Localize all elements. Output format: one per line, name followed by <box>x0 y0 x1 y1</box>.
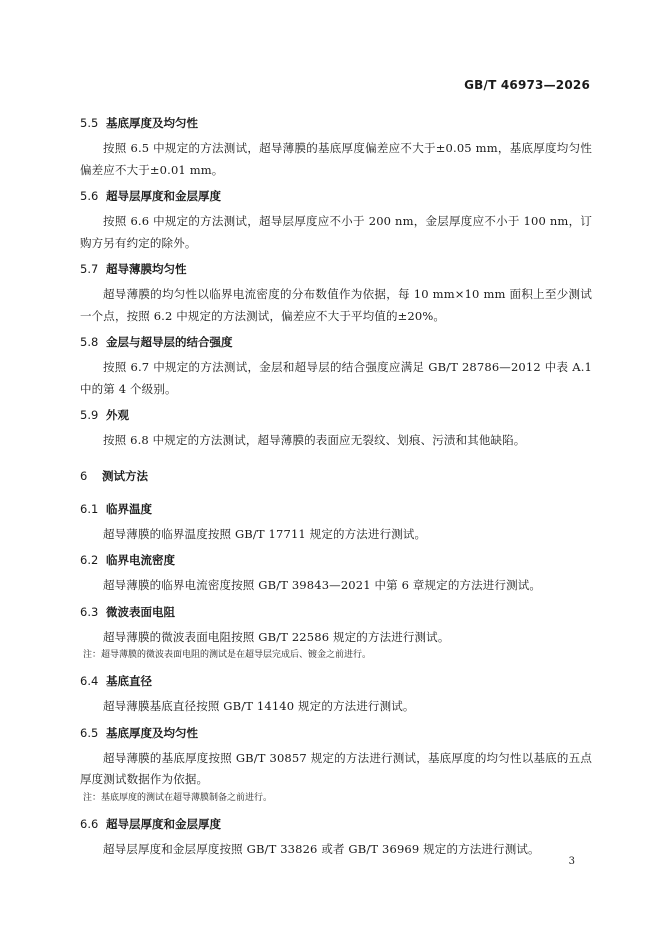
clause-heading <box>80 551 592 569</box>
clause-paragraph: 超导薄膜的临界温度按照 GB/T 17711 规定的方法进行测试。 <box>103 526 427 541</box>
clause-number: 5.9 <box>80 408 99 422</box>
clause-heading <box>80 333 592 351</box>
clause-title: 超导薄膜均匀性 <box>106 262 187 276</box>
clause-number: 5.8 <box>80 335 99 349</box>
clause-title: 临界温度 <box>106 501 152 516</box>
document-body <box>80 114 592 860</box>
clause-heading <box>80 500 592 518</box>
clause-heading <box>80 603 592 621</box>
clause-paragraph: 超导薄膜基底直径按照 GB/T 14140 规定的方法进行测试。 <box>103 699 415 713</box>
clause-paragraph: 超导薄膜的临界电流密度按照 GB/T 39843—2021 中第 6 章规定的方法进行测试。 <box>103 578 542 592</box>
clause-title: 超导层厚度和金层厚度 <box>106 189 221 203</box>
clause-title: 基底厚度及均匀性 <box>106 116 198 130</box>
clause-number: 5.5 <box>80 116 99 130</box>
clause-paragraph: 按照 6.6 中规定的方法测试，超导层厚度应不小于 200 nm，金层厚度应不小于 100 nm，订购方另有约定的除外。 <box>80 214 592 250</box>
clause-title: 基底厚度及均匀性 <box>106 725 198 740</box>
clause-paragraph: 超导薄膜的基底厚度按照 GB/T 30857 规定的方法进行测试，基底厚度的均匀性以基底的五点厚度测试数据作为依据。 <box>80 750 592 786</box>
clause-number: 6.1 <box>80 501 99 516</box>
clause-paragraph: 按照 6.8 中规定的方法测试，超导薄膜的表面应无裂纹、划痕、污渍和其他缺陷。 <box>103 433 526 447</box>
chapter-number: 6 <box>80 468 88 483</box>
clause-number: 6.2 <box>80 553 99 567</box>
clause-paragraph: 按照 6.7 中规定的方法测试，金层和超导层的结合强度应满足 GB/T 28786—2012 中表 A.1 中的第 4 个级别。 <box>80 360 592 396</box>
clause-heading <box>80 672 592 690</box>
clause-number: 5.7 <box>80 262 99 276</box>
clause-heading <box>80 724 592 742</box>
clause-number: 5.6 <box>80 189 99 203</box>
clause-number: 6.6 <box>80 816 99 831</box>
standard-code: GB/T 46973—2026 <box>464 78 590 92</box>
clause-heading <box>80 406 592 424</box>
note: 注：基底厚度的测试在超导薄膜制备之前进行。 <box>83 792 273 803</box>
clause-heading <box>80 114 592 132</box>
clause-title: 微波表面电阻 <box>106 604 175 619</box>
clause-paragraph: 超导薄膜的均匀性以临界电流密度的分布数值作为依据，每 10 mm×10 mm 面积上至少测试一个点，按照 6.2 中规定的方法测试，偏差应不大于平均值的±20%。 <box>80 287 592 323</box>
clause-paragraph: 按照 6.5 中规定的方法测试，超导薄膜的基底厚度偏差应不大于±0.05 mm，基底厚度均匀性偏差应不大于±0.01 mm。 <box>80 141 592 177</box>
clause-title: 基底直径 <box>106 674 152 688</box>
clause-title: 外观 <box>106 408 129 422</box>
clause-paragraph: 超导层厚度和金层厚度按照 GB/T 33826 或者 GB/T 36969 规定的方法进行测试。 <box>103 841 540 856</box>
clause-title: 超导层厚度和金层厚度 <box>106 816 221 831</box>
clause-number: 6.5 <box>80 725 99 740</box>
note: 注：超导薄膜的微波表面电阻的测试是在超导层完成后、镀金之前进行。 <box>83 650 372 660</box>
clause-heading <box>80 815 592 833</box>
chapter-title: 测试方法 <box>102 468 148 483</box>
clause-number: 6.4 <box>80 674 99 688</box>
chapter-heading <box>80 467 592 485</box>
clause-title: 临界电流密度 <box>106 553 175 567</box>
clause-heading <box>80 187 592 205</box>
clause-title: 金层与超导层的结合强度 <box>106 335 233 349</box>
clause-number: 6.3 <box>80 604 99 619</box>
clause-heading <box>80 260 592 278</box>
page-number: 3 <box>568 856 575 867</box>
clause-paragraph: 超导薄膜的微波表面电阻按照 GB/T 22586 规定的方法进行测试。 <box>103 629 450 644</box>
